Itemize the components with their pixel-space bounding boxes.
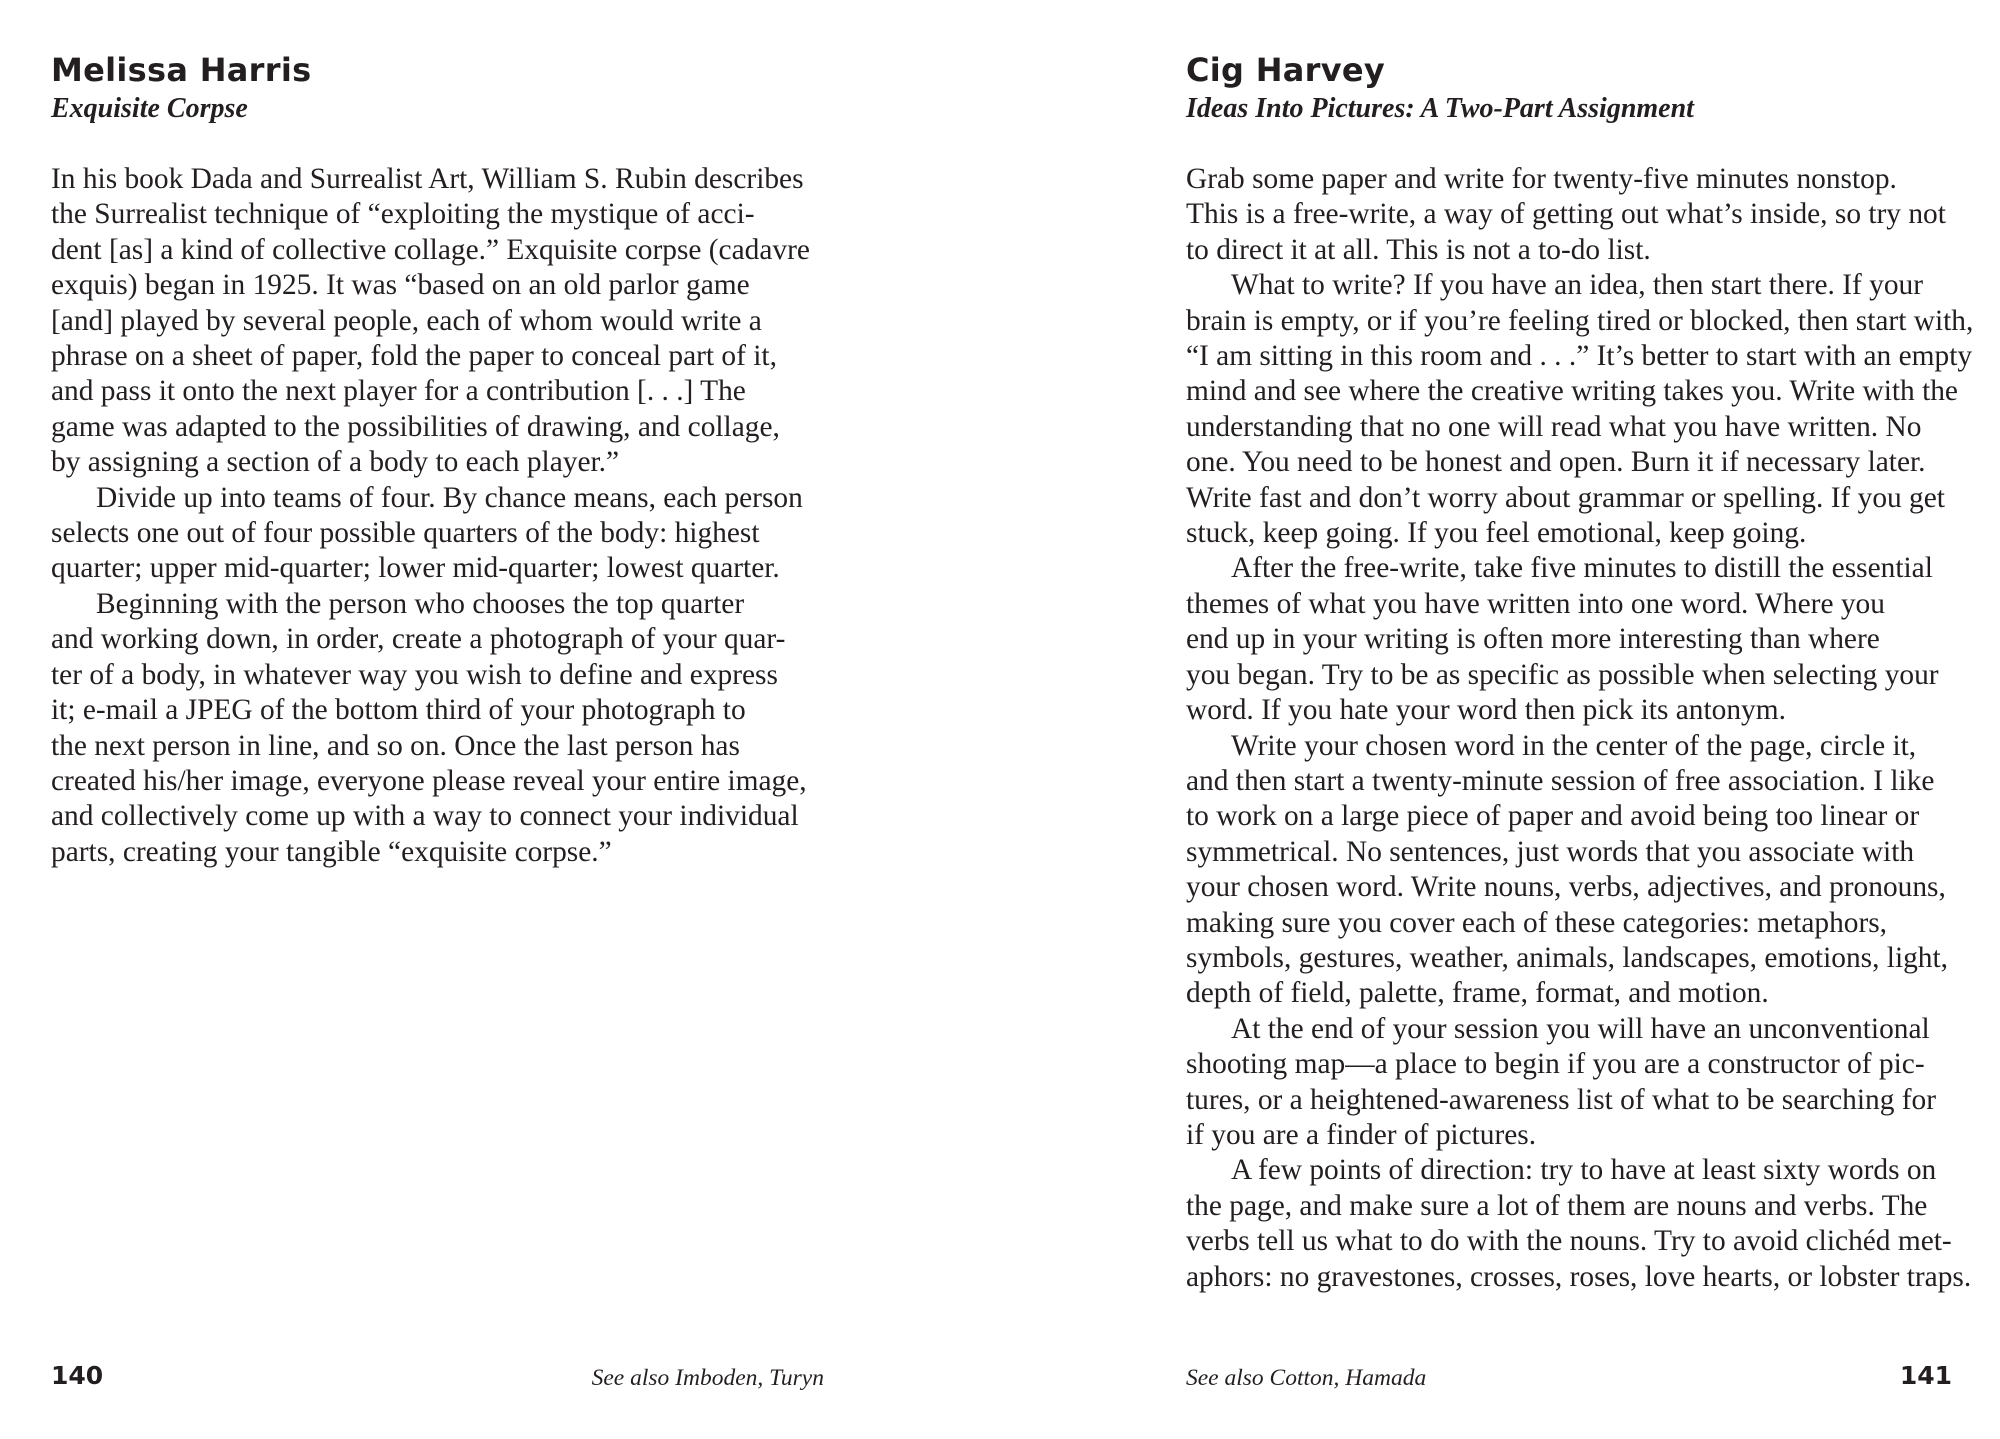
text-line: game was adapted to the possibilities of drawing, and collage,: [51, 410, 780, 443]
text-line: by assigning a section of a body to each player.”: [51, 446, 620, 479]
text-line: Write fast and don’t worry about grammar or spelling. If you get: [1186, 481, 1945, 514]
text-line: it; e-mail a JPEG of the bottom third of your photograph to: [51, 694, 746, 727]
text-line: making sure you cover each of these categories: metaphors,: [1186, 906, 1888, 939]
text-line: aphors: no gravestones, crosses, roses, love hearts, or lobster traps.: [1186, 1260, 1972, 1293]
text-line: At the end of your session you will have an unconventional: [1231, 1012, 1930, 1045]
text-line: tures, or a heightened-awareness list of what to be searching for: [1186, 1083, 1937, 1116]
text-line: What to write? If you have an idea, then start there. If your: [1231, 269, 1924, 302]
text-line: exquis) began in 1925. It was “based on an old parlor game: [51, 269, 750, 302]
page-number: 141: [1899, 1361, 1952, 1390]
text-line: mind and see where the creative writing takes you. Write with the: [1186, 375, 1958, 408]
see-also-reference: See also Cotton, Hamada: [1186, 1365, 1427, 1391]
text-line: Divide up into teams of four. By chance means, each person: [96, 481, 803, 514]
text-line: themes of what you have written into one word. Where you: [1186, 587, 1885, 620]
essay-title: Exquisite Corpse: [51, 93, 248, 124]
text-line: and collectively come up with a way to connect your individual: [51, 800, 799, 833]
text-line: to work on a large piece of paper and avoid being too linear or: [1186, 800, 1920, 833]
text-line: Grab some paper and write for twenty-five minutes nonstop.: [1186, 163, 1897, 195]
text-line: end up in your writing is often more interesting than where: [1186, 623, 1880, 656]
text-line: and then start a twenty-minute session of free association. I like: [1186, 764, 1935, 797]
text-line: [and] played by several people, each of whom would write a: [51, 304, 762, 337]
paragraph: [51, 162, 810, 481]
paragraph: [51, 587, 810, 870]
paragraph: [1186, 1012, 1973, 1154]
text-line: brain is empty, or if you’re feeling tired or blocked, then start with,: [1186, 304, 1974, 337]
text-line: Beginning with the person who chooses the top quarter: [96, 587, 745, 620]
paragraph: [51, 481, 810, 587]
text-line: depth of field, palette, frame, format, and motion.: [1186, 977, 1769, 1010]
text-line: the page, and make sure a lot of them are nouns and verbs. The: [1186, 1189, 1928, 1222]
text-line: and working down, in order, create a photograph of your quar-: [51, 623, 786, 656]
paragraph: [1186, 268, 1973, 551]
text-line: word. If you hate your word then pick its antonym.: [1186, 694, 1786, 727]
text-line: your chosen word. Write nouns, verbs, adjectives, and pronouns,: [1186, 871, 1946, 904]
essay-body: [1186, 162, 1973, 1295]
text-line: stuck, keep going. If you feel emotional, keep going.: [1186, 517, 1807, 550]
text-line: one. You need to be honest and open. Burn it if necessary later.: [1186, 446, 1926, 479]
essay-title: Ideas Into Pictures: A Two-Part Assignment: [1186, 93, 1694, 124]
text-line: the next person in line, and so on. Once the last person has: [51, 729, 740, 762]
text-line: to direct it at all. This is not a to-do list.: [1186, 233, 1651, 266]
right-page: [1000, 0, 2000, 1439]
text-line: This is a free-write, a way of getting out what’s inside, so try not: [1186, 198, 1946, 231]
text-line: if you are a finder of pictures.: [1186, 1118, 1537, 1151]
text-line: A few points of direction: try to have at least sixty words on: [1231, 1154, 1937, 1187]
page-number: 140: [51, 1361, 104, 1390]
see-also-reference: See also Imboden, Turyn: [591, 1365, 824, 1391]
text-line: quarter; upper mid-quarter; lower mid-quarter; lowest quarter.: [51, 552, 780, 585]
text-line: you began. Try to be as specific as possible when selecting your: [1186, 658, 1939, 691]
text-line: parts, creating your tangible “exquisite corpse.”: [51, 835, 612, 868]
essay-body: [51, 162, 810, 870]
text-line: After the free-write, take five minutes to distill the essential: [1231, 552, 1933, 585]
text-line: dent [as] a kind of collective collage.” Exquisite corpse (cadavre: [51, 233, 810, 266]
essay-author: Melissa Harris: [51, 51, 312, 89]
paragraph: [1186, 162, 1973, 268]
text-line: verbs tell us what to do with the nouns. Try to avoid clichéd met-: [1186, 1225, 1952, 1258]
text-line: the Surrealist technique of “exploiting the mystique of acci-: [51, 198, 755, 231]
text-line: and pass it onto the next player for a contribution [. . .] The: [51, 375, 746, 408]
text-line: “I am sitting in this room and . . .” It’s better to start with an empty: [1186, 340, 1973, 373]
essay-author: Cig Harvey: [1186, 51, 1386, 89]
text-line: created his/her image, everyone please reveal your entire image,: [51, 764, 807, 797]
text-line: shooting map—a place to begin if you are a constructor of pic-: [1186, 1048, 1925, 1081]
text-line: ter of a body, in whatever way you wish to define and express: [51, 658, 778, 691]
text-line: phrase on a sheet of paper, fold the paper to conceal part of it,: [51, 340, 777, 373]
paragraph: [1186, 729, 1973, 1012]
text-line: understanding that no one will read what you have written. No: [1186, 410, 1922, 443]
text-line: Write your chosen word in the center of the page, circle it,: [1231, 729, 1917, 762]
paragraph: [1186, 1153, 1973, 1295]
text-line: symmetrical. No sentences, just words that you associate with: [1186, 835, 1915, 868]
text-line: selects one out of four possible quarters of the body: highest: [51, 517, 760, 550]
text-line: symbols, gestures, weather, animals, landscapes, emotions, light,: [1186, 941, 1949, 974]
paragraph: [1186, 551, 1973, 728]
text-line: In his book Dada and Surrealist Art, William S. Rubin describes: [51, 163, 804, 195]
